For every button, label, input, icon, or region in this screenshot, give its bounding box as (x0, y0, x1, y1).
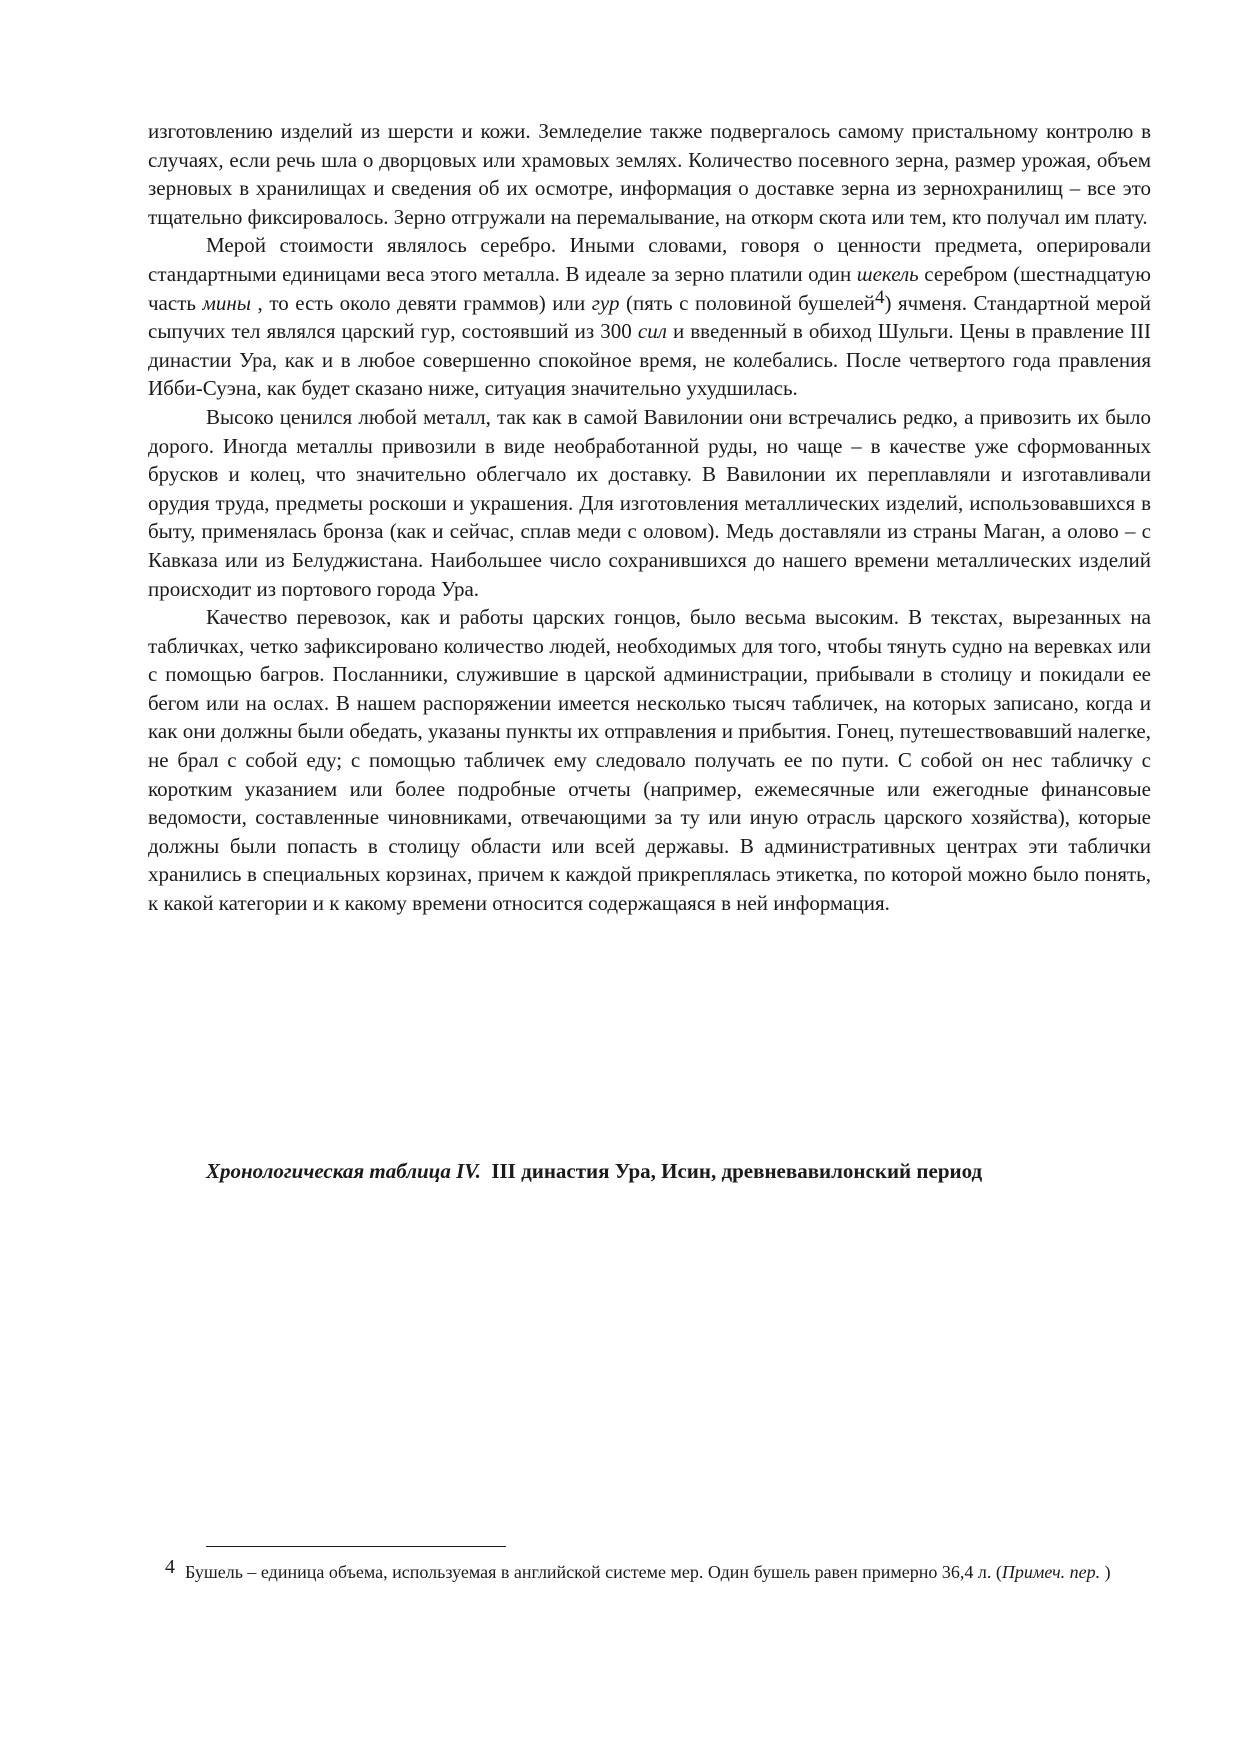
paragraph-1: изготовлению изделий из шерсти и кожи. Земледелие также подвергалось самому пристальному контролю в случаях, если речь шла о дворцовых или храмовых землях. Количество посевного зерна, размер урожая, объем зерновых в хранилищах и сведения об их осмотре, информация о доставке зерна из зернохранилищ – все это тщательно фиксировалось. Зерно отгружали на перемалывание, на откорм скота или тем, кто получал им плату. (148, 119, 1151, 229)
paragraph-2-text-5: ) ячменя. Стандартной мерой сыпучих тел являлся царский гур, состоявший из 300 (148, 290, 1151, 344)
paragraph-2-text-6: и введенный в обиход Шульги. Цены в правление III династии Ура, как и в любое совершенно спокойное время, не колебались. После четвертого года правления Ибби-Суэна, как будет сказано ниже, ситуация значительно ухудшилась. (148, 319, 1152, 401)
footnote: 4 Бушель – единица объема, используемая в английской системе мер. Один бушель равен примерно 36,4 л. (Примеч. пер. ) (165, 1556, 1111, 1582)
paragraph-2 (148, 231, 1151, 403)
footnote-reference[interactable]: 4 (875, 286, 885, 308)
page-body (148, 117, 1151, 918)
paragraph-2-text-2: серебром (шестнадцатую часть (148, 261, 1151, 315)
paragraph-4: Качество перевозок, как и работы царских гонцов, было весьма высоким. В текстах, вырезанных на табличках, четко зафиксировано количество людей, необходимых для того, чтобы тянуть судно на веревках или с помощью багров. Посланники, служившие в царской администрации, прибывали в столицу и покидали ее бегом или на ослах. В нашем распоряжении имеется несколько тысяч табличек, на которых записано, когда и как они должны были обедать, указаны пункты их отправления и прибытия. Гонец, путешествовавший налегке, не брал с собой еду; с помощью табличек ему следовало получать ее по пути. С собой он нес табличку с коротким указанием или более подробные отчеты (например, ежемесячные или ежегодные финансовые ведомости, составленные чиновниками, отвечающими за ту или иную отрасль царского хозяйства), которые должны были попасть в столицу области или всей державы. В административных центрах эти таблички хранились в специальных корзинах, причем к каждой прикреплялась этикетка, по которой можно было понять, к какой категории и к какому времени относится содержащаяся в ней информация. (148, 605, 1151, 916)
term-sil: сил (637, 319, 667, 344)
paragraph-2-text-1: Мерой стоимости являлось серебро. Иными словами, говоря о ценности предмета, оперировали стандартными единицами веса этого металла. В идеале за зерно платили один (148, 233, 1151, 286)
term-gur: гур (591, 290, 620, 315)
footnote-text: Бушель – единица объема, используемая в английской системе мер. Один бушель равен примерно 36,4 л. ( (185, 1562, 1002, 1582)
heading-italic-part: Хронологическая таблица IV. (206, 1159, 481, 1183)
paragraph-2-text-4: (пять с половиной бушелей (619, 290, 875, 315)
footnote-close: ) (1100, 1562, 1111, 1582)
term-shekel: шекель (856, 261, 919, 286)
paragraph-3: Высоко ценился любой металл, так как в самой Вавилонии они встречались редко, а привозить их было дорого. Иногда металлы привозили в виде необработанной руды, но чаще – в качестве уже сформованных брусков и колец, что значительно облегчало их доставку. В Вавилонии их переплавляли и изготавливали орудия труда, предметы роскоши и украшения. Для изготовления металлических изделий, использовавшихся в быту, применялась бронза (как и сейчас, сплав меди с оловом). Медь доставляли из страны Маган, а олово – с Кавказа или из Белуджистана. Наибольшее число сохранившихся до нашего времени металлических изделий происходит из портового города Ура. (148, 404, 1151, 601)
footnote-separator (206, 1546, 506, 1547)
term-mina: мины (202, 290, 252, 315)
footnote-note: Примеч. пер. (1001, 1562, 1101, 1582)
heading-bold-part: III династия Ура, Исин, древневавилонский период (491, 1159, 983, 1183)
paragraph-2-text-3: , то есть около девяти граммов) или (251, 290, 592, 315)
section-heading (206, 1159, 982, 1184)
